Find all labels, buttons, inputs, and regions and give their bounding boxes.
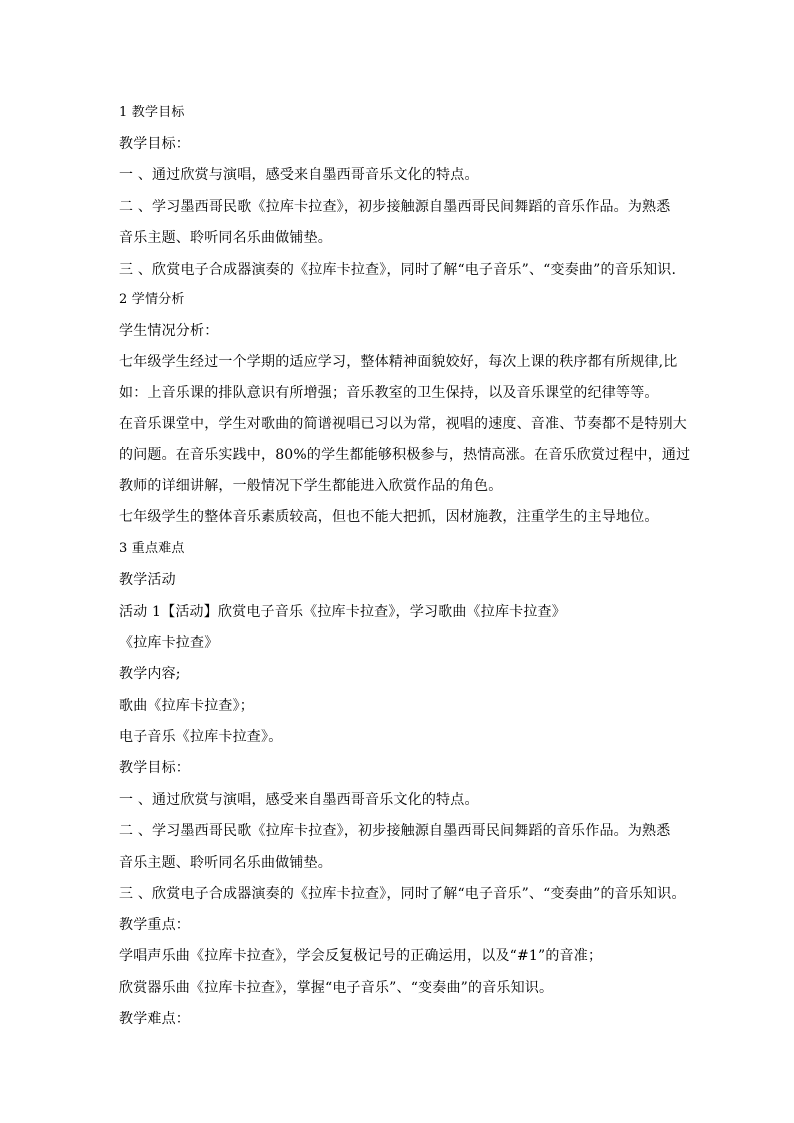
paragraph-line: 音乐主题、聆听同名乐曲做铺垫。 (119, 230, 332, 246)
paragraph-line: 教学内容; (119, 666, 181, 682)
paragraph-line: 三 、欣赏电子合成器演奏的《拉库卡拉查》，同时了解“电子音乐”、“变奏曲”的音乐知识. (119, 262, 677, 278)
paragraph-line: 教师的详细讲解，一般情况下学生都能进入欣赏作品的角色。 (119, 478, 503, 494)
paragraph-line: 教学重点： (119, 917, 190, 933)
paragraph-line: 二 、学习墨西哥民歌《拉库卡拉查》，初步接触源自墨西哥民间舞蹈的音乐作品。为熟悉 (119, 823, 671, 839)
paragraph-line: 教学活动 (119, 572, 176, 588)
paragraph-line: 教学目标： (119, 760, 190, 776)
paragraph-line: 七年级学生经过一个学期的适应学习，整体精神面貌姣好，每次上课的秩序都有所规律,比 (119, 354, 678, 370)
paragraph-line: 电子音乐《拉库卡拉查》。 (119, 729, 283, 745)
paragraph-line: 《拉库卡拉查》 (119, 635, 219, 651)
paragraph-line: 活动 1【活动】欣赏电子音乐《拉库卡拉查》，学习歌曲《拉库卡拉查》 (119, 604, 566, 620)
paragraph-line: 教学难点： (119, 1011, 190, 1027)
paragraph-line: 二 、学习墨西哥民歌《拉库卡拉查》，初步接触源自墨西哥民间舞蹈的音乐作品。为熟悉 (119, 199, 671, 215)
paragraph-line: 一 、通过欣赏与演唱，感受来自墨西哥音乐文化的特点。 (119, 167, 479, 183)
paragraph-line: 一 、通过欣赏与演唱，感受来自墨西哥音乐文化的特点。 (119, 792, 479, 808)
paragraph-line: 音乐主题、聆听同名乐曲做铺垫。 (119, 855, 332, 871)
paragraph-line: 学唱声乐曲《拉库卡拉查》，学会反复极记号的正确运用，以及“#1”的音准； (119, 948, 603, 964)
paragraph-line: 歌曲《拉库卡拉查》； (119, 698, 254, 714)
section-heading-student-analysis: 2 学情分析 (119, 292, 185, 307)
paragraph-line: 教学目标： (119, 136, 190, 152)
paragraph-line: 欣赏器乐曲《拉库卡拉查》，掌握“电子音乐”、“变奏曲”的音乐知识。 (119, 980, 554, 996)
paragraph-line: 在音乐课堂中，学生对歌曲的简谱视唱已习以为常，视唱的速度、音准、节奏都不是特别大 (119, 416, 687, 432)
paragraph-line: 七年级学生的整体音乐素质较高，但也不能大把抓，因材施教，注重学生的主导地位。 (119, 509, 659, 525)
paragraph-line: 学生情况分析： (119, 323, 219, 339)
paragraph-line: 的问题。在音乐实践中，80%的学生都能够积极参与，热情高涨。在音乐欣赏过程中，通过 (119, 447, 691, 463)
paragraph-line: 三 、欣赏电子合成器演奏的《拉库卡拉查》，同时了解“电子音乐”、“变奏曲”的音乐知识。 (119, 886, 686, 902)
section-heading-teaching-goals: 1 教学目标 (119, 105, 185, 120)
section-heading-key-points: 3 重点难点 (119, 541, 185, 556)
paragraph-line: 如：上音乐课的排队意识有所增强；音乐教室的卫生保持，以及音乐课堂的纪律等等。 (119, 385, 659, 401)
